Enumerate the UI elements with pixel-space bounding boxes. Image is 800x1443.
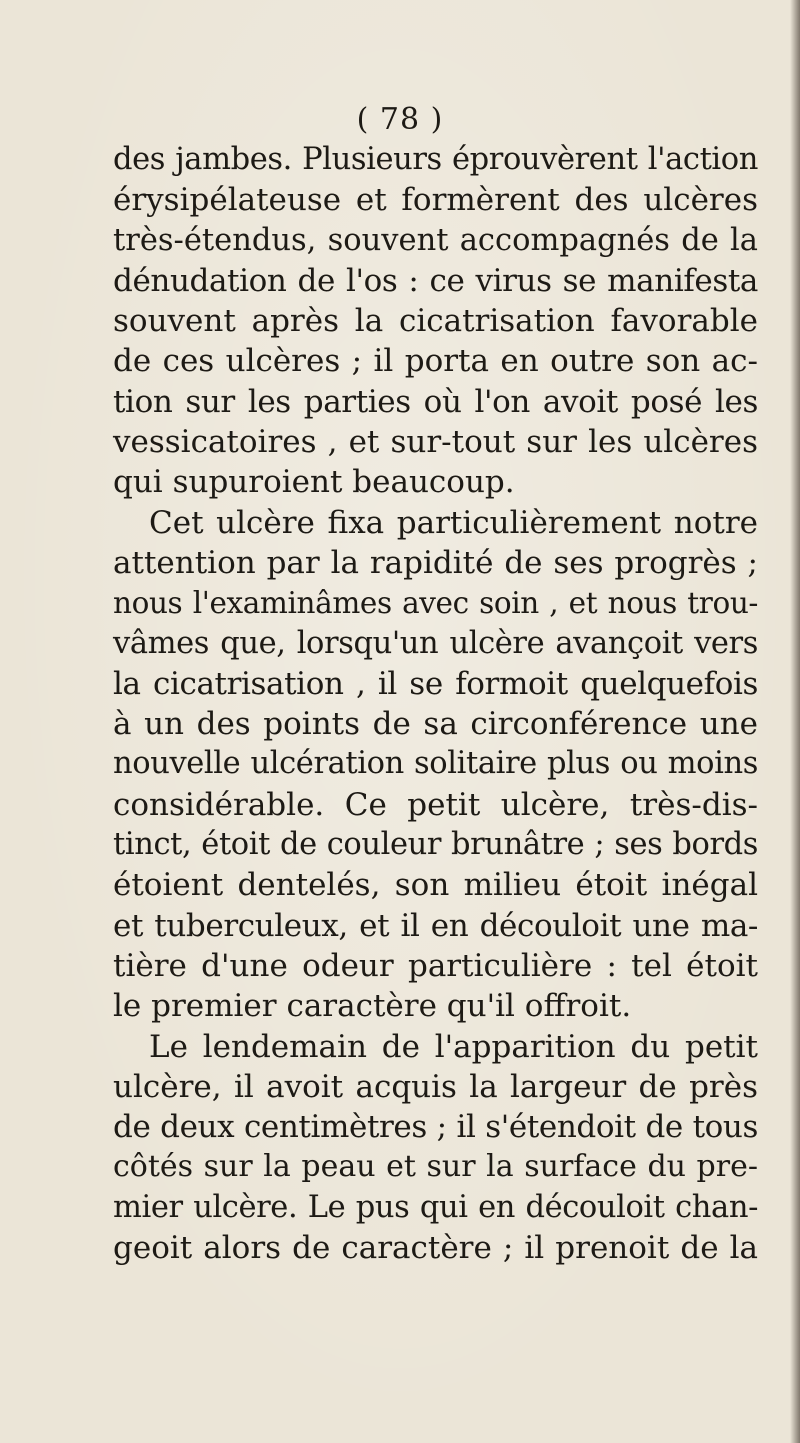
text-line: et tuberculeux, et il en découloit une ma-	[113, 907, 758, 944]
text-line: tion sur les parties où l'on avoit posé les	[113, 383, 758, 420]
text-line: mier ulcère. Le pus qui en découloit chan-	[113, 1189, 758, 1225]
text-line: côtés sur la peau et sur la surface du pre-	[113, 1149, 758, 1185]
page-number: ( 78 )	[356, 102, 444, 137]
text-line: la cicatrisation , il se formoit quelquefois	[113, 665, 758, 702]
text-line: souvent après la cicatrisation favorable	[113, 303, 758, 340]
text-line: de deux centimètres ; il s'étendoit de tous	[113, 1109, 758, 1146]
text-line: considérable. Ce petit ulcère, très-dis-	[113, 786, 758, 823]
text-line: vâmes que, lorsqu'un ulcère avançoit vers	[113, 625, 758, 661]
text-line: des jambes. Plusieurs éprouvèrent l'action	[113, 142, 758, 177]
text-line: vessicatoires , et sur-tout sur les ulcères	[113, 424, 758, 461]
text-line: nouvelle ulcération solitaire plus ou moins	[113, 746, 758, 782]
text-line: Le lendemain de l'apparition du petit	[149, 1028, 758, 1065]
text-line: dénudation de l'os : ce virus se manifesta	[113, 262, 758, 299]
text-line: nous l'examinâmes avec soin , et nous trou-	[113, 586, 758, 621]
body-text	[113, 140, 758, 1268]
text-line: geoit alors de caractère ; il prenoit de la	[113, 1230, 758, 1267]
text-line: très-étendus, souvent accompagnés de la	[113, 222, 758, 258]
text-line: Cet ulcère fixa particulièrement notre	[149, 504, 758, 541]
text-line: étoient dentelés, son milieu étoit inégal	[113, 867, 758, 904]
text-line: érysipélateuse et formèrent des ulcères	[113, 182, 758, 219]
text-line: le premier caractère qu'il offroit.	[113, 988, 632, 1025]
text-line: qui supuroient beaucoup.	[113, 464, 515, 501]
text-line: ulcère, il avoit acquis la largeur de près	[113, 1068, 758, 1105]
text-line: de ces ulcères ; il porta en outre son ac-	[113, 343, 758, 380]
text-line: tière d'une odeur particulière : tel étoit	[113, 947, 758, 984]
text-line: à un des points de sa circonférence une	[113, 706, 758, 743]
text-line: tinct, étoit de couleur brunâtre ; ses bords	[113, 827, 758, 863]
text-line: attention par la rapidité de ses progrès ;	[113, 544, 758, 581]
page-edge-shadow	[790, 0, 800, 1443]
